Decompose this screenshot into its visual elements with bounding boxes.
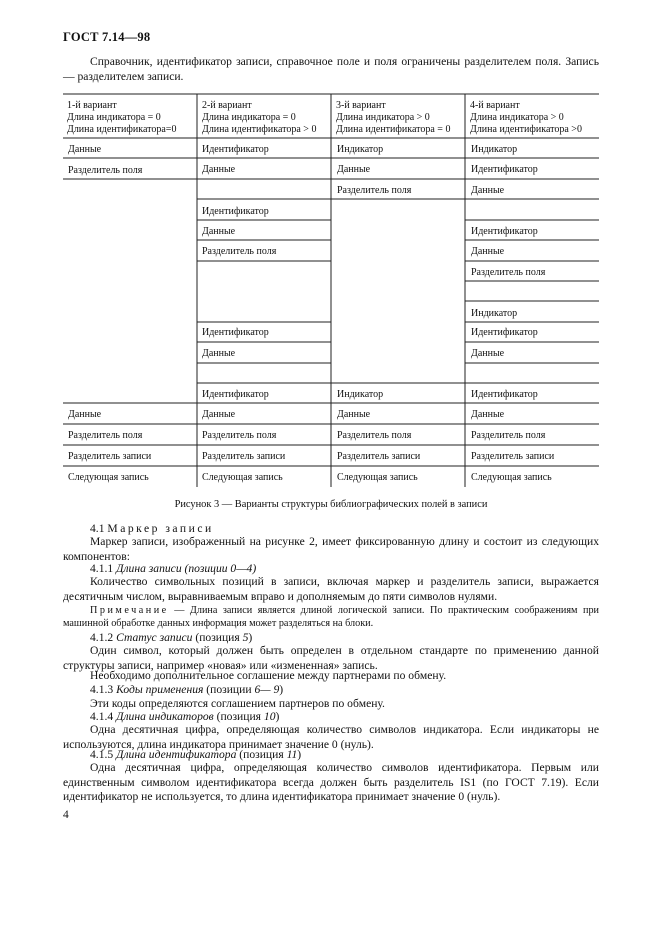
figure-cell: Данные [471,348,505,359]
figure-cell: Идентификатор [471,164,538,175]
intro-paragraph: Справочник, идентификатор записи, справочное поле и поля ограничены разделителем поля. Запись — разделителем записи. [63,55,599,83]
col2-line1: Длина индикатора = 0 [202,112,296,123]
figure-column-3 [337,144,421,483]
section-position-close: ) [279,683,284,696]
col2-title: 2-й вариант [202,100,252,111]
col4-line1: Длина индикатора > 0 [470,112,564,123]
figure-cell: Индикатор [337,389,384,400]
section-4-1-1-text: Количество символьных позиций в записи, включая маркер и разделитель записи, выражается десятичным числом, выравниваемым вправо и дополняемым до пяти символов нулями. [63,575,599,603]
figure-cell: Данные [202,164,236,175]
figure-cell: Данные [68,144,102,155]
section-4-1-2-text-2: Необходимо дополнительное соглашение между партнерами по обмену. [90,669,447,682]
figure-cell: Разделитель поля [202,430,277,441]
figure-cell: Разделитель записи [471,451,555,462]
section-position-close: ) [297,748,302,761]
col1-line1: Длина индикатора = 0 [67,112,161,123]
figure-cell: Индикатор [337,144,384,155]
section-position: (позиции [203,683,255,696]
figure-cell: Идентификатор [202,206,269,217]
col2-line2: Длина идентификатора > 0 [202,124,317,135]
section-4-1-2-text: Один символ, который должен быть определен в отдельном стандарте по применению данной структуры записи, например «новая» или «измененная» запись. [63,644,599,672]
col3-line1: Длина индикатора > 0 [336,112,430,123]
section-position: (позиция [192,631,243,644]
section-4-1-3-text: Эти коды определяются соглашением партнеров по обмену. [90,697,385,710]
section-number: 4.1 [90,522,105,535]
section-number: 4.1.2 [90,631,114,644]
figure-cell: Следующая запись [202,472,283,483]
figure-cell: Разделитель записи [68,451,152,462]
section-position-close: ) [248,631,253,644]
figure-cell: Разделитель поля [471,430,546,441]
section-4-1-5-text: Одна десятичная цифра, определяющая количество символов идентификатора. Первым или единственным символом идентификатора всегда должен быть разделитель IS1 (по ГОСТ 7.19). Если идентификатор не используется, то длина идентификатора принимает значение 0 (нуль). [63,761,599,803]
section-position-number: 6— 9 [254,683,280,696]
section-position-number: 5 [242,631,249,644]
figure-cell: Индикатор [471,308,518,319]
figure-cell: Разделитель поля [68,430,143,441]
figure-cell: Разделитель поля [337,430,412,441]
figure-cell: Идентификатор [471,389,538,400]
figure-cell: Индикатор [471,144,518,155]
note-text: — Длина записи является длиной логической записи. По практическим соображениям при машинной обработке данных информация может разделяться на блоки. [63,605,599,629]
figure-cell: Следующая запись [337,472,418,483]
figure-cell: Данные [68,409,102,420]
figure-cell: Следующая запись [471,472,552,483]
figure-cell: Идентификатор [202,144,269,155]
col4-title: 4-й вариант [470,100,520,111]
figure-cell: Разделитель поля [202,246,277,257]
section-number: 4.1.5 [90,748,114,761]
note-label: Примечание [90,605,169,616]
figure-column-4 [471,144,555,483]
figure-cell: Данные [471,246,505,257]
figure-cell: Данные [471,185,505,196]
section-position-number: 10 [263,710,276,723]
document-header: ГОСТ 7.14—98 [63,30,151,44]
section-number: 4.1.3 [90,683,114,696]
figure-cell: Данные [202,409,236,420]
section-position: (позиция [213,710,264,723]
section-title: Длина индикаторов [116,710,214,723]
figure-cell: Данные [471,409,505,420]
figure-cell: Идентификатор [202,389,269,400]
section-title: Маркер записи [107,522,214,535]
section-position-close: ) [275,710,280,723]
section-4-1-text: Маркер записи, изображенный на рисунке 2, имеет фиксированную длину и состоит из следующих компонентов: [63,535,599,563]
figure-cell: Разделитель поля [471,267,546,278]
figure-cell: Разделитель записи [202,451,286,462]
figure-cell: Идентификатор [471,226,538,237]
col1-title: 1-й вариант [67,100,117,111]
figure-cell: Разделитель поля [68,165,143,176]
section-position-number: 11 [286,748,298,761]
figure-caption: Рисунок 3 — Варианты структуры библиографических полей в записи [174,499,488,510]
section-title: Длина идентификатора [116,748,237,761]
figure-cell: Данные [202,226,236,237]
figure-cell: Идентификатор [471,327,538,338]
section-number: 4.1.1 [90,562,114,575]
col3-title: 3-й вариант [336,100,386,111]
figure-grid-lines [63,94,599,487]
figure-cell: Следующая запись [68,472,149,483]
figure-cell: Идентификатор [202,327,269,338]
section-title: Коды применения [116,683,204,696]
figure-column-headers [67,100,582,135]
figure-cell: Разделитель записи [337,451,421,462]
col1-line2: Длина идентификатора=0 [67,124,177,135]
col3-line2: Длина идентификатора = 0 [336,124,451,135]
figure-column-1 [68,144,152,483]
section-number: 4.1.4 [90,710,114,723]
figure-column-2 [202,144,286,483]
col4-line2: Длина идентификатора >0 [470,124,582,135]
section-4-1-3-heading [63,683,599,698]
section-title: Статус записи [116,631,193,644]
section-4-1-4-text: Одна десятичная цифра, определяющая количество символов индикатора. Если индикаторы не используются, длина индикатора принимает значение 0 (нуль). [63,723,599,751]
page-number: 4 [63,809,69,821]
figure-cell: Данные [202,348,236,359]
figure-cell: Данные [337,409,371,420]
note-paragraph [63,604,599,630]
section-title: Длина записи (позиции 0—4) [116,562,257,575]
figure-cell: Разделитель поля [337,185,412,196]
figure-cell: Данные [337,164,371,175]
section-position: (позиция [236,748,287,761]
